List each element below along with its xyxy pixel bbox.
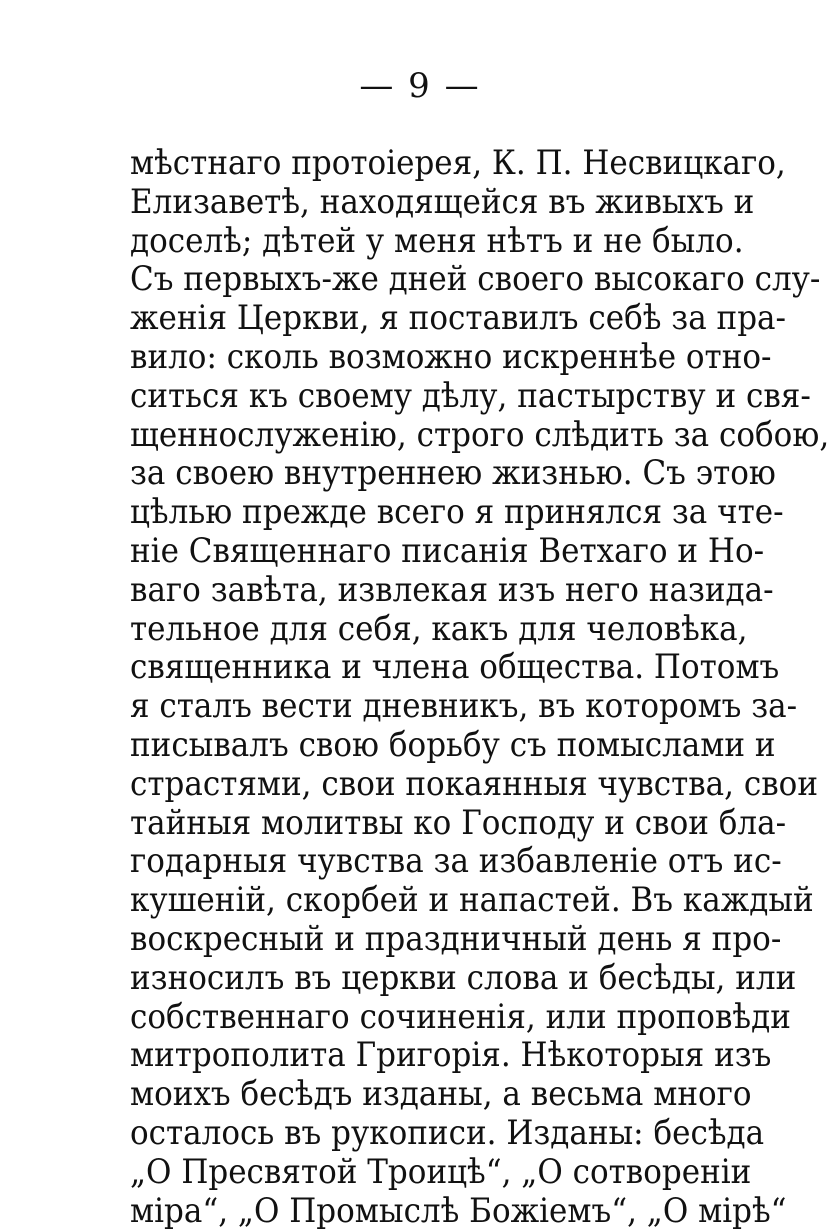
text-line: женія Церкви, я поставилъ себѣ за пра- (130, 298, 787, 338)
body-text (130, 143, 830, 1230)
text-line: годарныя чувства за избавленіе отъ ис- (130, 841, 782, 881)
text-line: моихъ бесѣдъ изданы, а весьма много (130, 1074, 752, 1114)
text-line: собственнаго сочиненія, или проповѣди (130, 997, 791, 1036)
text-line: осталось въ рукописи. Изданы: бесѣда (130, 1113, 765, 1153)
page-number: — 9 — (359, 66, 481, 106)
text-line: священника и члена общества. Потомъ (130, 647, 780, 687)
text-line: ситься къ своему дѣлу, пастырству и свя- (130, 376, 811, 416)
text-line: страстями, свои покаянныя чувства, свои (130, 764, 819, 804)
text-line: ваго завѣта, извлекая изъ него назида- (130, 570, 774, 610)
text-line: воскресный и праздничный день я про- (130, 919, 782, 959)
text-line: митрополита Григорія. Нѣкоторыя изъ (130, 1035, 772, 1075)
text-line: я сталъ вести дневникъ, въ которомъ за- (130, 686, 798, 726)
text-line: вило: сколь возможно искреннѣе отно- (130, 337, 772, 377)
text-line: Елизаветѣ, находящейся въ живыхъ и (130, 182, 755, 222)
text-line: щеннослуженію, строго слѣдить за собою, (130, 415, 830, 454)
text-line: мѣстнаго протоіерея, К. П. Несвицкаго, (130, 143, 786, 183)
text-line: за своею внутреннею жизнью. Съ этою (130, 453, 776, 493)
text-line: писывалъ свою борьбу съ помыслами и (130, 725, 776, 765)
text-line: ніе Священнаго писанія Ветхаго и Но- (130, 531, 765, 571)
text-line: міра“, „О Промыслѣ Божіемъ“, „О мірѣ“ (130, 1191, 787, 1230)
text-line: Съ первыхъ-же дней своего высокаго слу- (130, 259, 821, 299)
text-line: доселѣ; дѣтей у меня нѣтъ и не было. (130, 221, 744, 261)
text-line: кушеній, скорбей и напастей. Въ каждый (130, 880, 814, 920)
text-line: износилъ въ церкви слова и бесѣды, или (130, 958, 797, 998)
text-line: тайныя молитвы ко Господу и свои бла- (130, 803, 787, 842)
text-line: цѣлью прежде всего я принялся за чте- (130, 492, 784, 532)
text-line: тельное для себя, какъ для человѣка, (130, 609, 748, 648)
text-line: „О Пресвятой Троицѣ“, „О сотвореніи (130, 1152, 752, 1192)
